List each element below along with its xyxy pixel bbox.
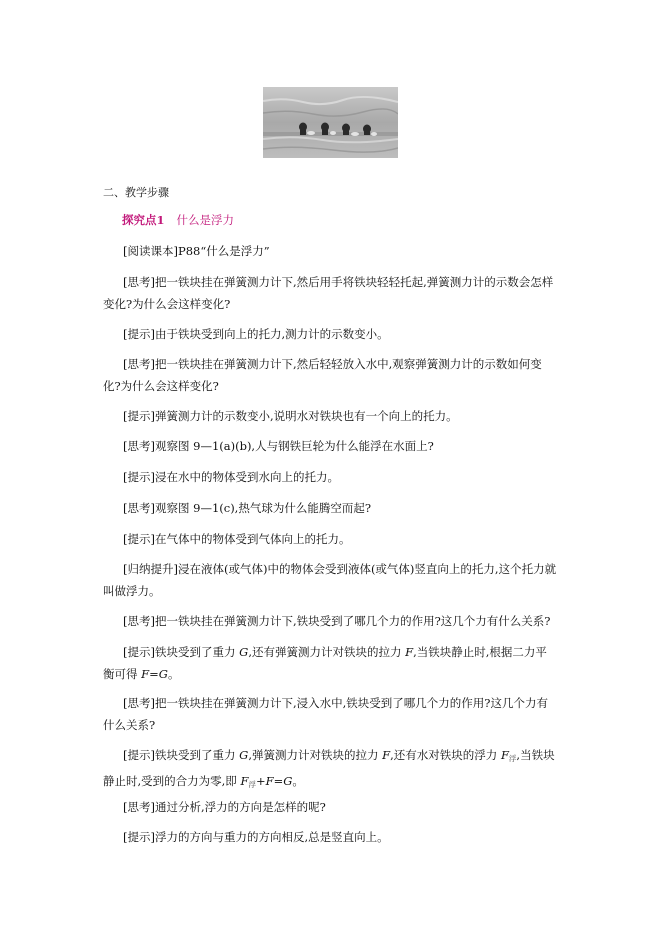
section-title: 二、教学步骤 bbox=[103, 186, 169, 199]
water-swimmers-image bbox=[263, 87, 398, 158]
hint-6-text-a: [提示]铁块受到了重力 bbox=[123, 748, 240, 762]
paragraph-think-5: [思考]把一铁块挂在弹簧测力计下,铁块受到了哪几个力的作用?这几个力有什么关系? bbox=[123, 614, 551, 628]
paragraph-think-7: [思考]通过分析,浮力的方向是怎样的呢? bbox=[123, 800, 326, 814]
hint-5-text-d: 。 bbox=[167, 667, 180, 681]
gravity-symbol-2: G bbox=[239, 748, 249, 762]
inquiry-point-title: 什么是浮力 bbox=[176, 213, 235, 227]
paragraph-think-1: [思考]把一铁块挂在弹簧测力计下,然后用手将铁块轻轻托起,弹簧测力计的示数会怎样变化?为什么会这样变化? bbox=[103, 275, 554, 311]
gravity-symbol: G bbox=[239, 645, 249, 659]
paragraph-hint-4: [提示]在气体中的物体受到气体向上的托力。 bbox=[123, 532, 351, 546]
buoyancy-symbol: F bbox=[500, 748, 509, 762]
inquiry-point-number: 探究点1 bbox=[122, 213, 165, 227]
paragraph-summary: [归纳提升]浸在液体(或气体)中的物体会受到液体(或气体)竖直向上的托力,这个托力就叫做浮力。 bbox=[103, 562, 557, 598]
hint-5-text-c: ,当铁块静止时,根据二力平衡可得 bbox=[103, 645, 547, 681]
hint-5-text-a: [提示]铁块受到了重力 bbox=[123, 645, 240, 659]
paragraph-hint-7: [提示]浮力的方向与重力的方向相反,总是竖直向上。 bbox=[123, 830, 389, 844]
equation-rest: +F=G bbox=[255, 774, 293, 788]
paragraph-think-4: [思考]观察图 9—1(c),热气球为什么能腾空而起? bbox=[123, 501, 371, 515]
paragraph-hint-2: [提示]弹簧测力计的示数变小,说明水对铁块也有一个向上的托力。 bbox=[123, 409, 458, 423]
swimmers-photo bbox=[263, 87, 398, 158]
hint-6-text-b: ,弹簧测力计对铁块的拉力 bbox=[248, 748, 383, 762]
equation-buoyancy: F bbox=[240, 774, 249, 788]
paragraph-hint-1: [提示]由于铁块受到向上的托力,测力计的示数变小。 bbox=[123, 327, 389, 341]
hint-6-text-c: ,还有水对铁块的浮力 bbox=[390, 748, 501, 762]
tension-symbol: F bbox=[405, 645, 414, 659]
hint-6-text-e: 。 bbox=[292, 774, 304, 788]
hint-6-text-d: ,当铁块静止时,受到的合力为零,即 bbox=[103, 748, 555, 788]
balance-equation: F=G bbox=[141, 667, 168, 681]
inquiry-point-heading bbox=[122, 212, 234, 228]
paragraph-think-2: [思考]把一铁块挂在弹簧测力计下,然后轻轻放入水中,观察弹簧测力计的示数如何变化?为什么会这样变化? bbox=[103, 357, 542, 393]
paragraph-think-3: [思考]观察图 9—1(a)(b),人与钢铁巨轮为什么能浮在水面上? bbox=[123, 439, 434, 453]
tension-symbol-2: F bbox=[382, 748, 391, 762]
paragraph-hint-5 bbox=[103, 641, 558, 685]
paragraph-hint-6 bbox=[103, 744, 558, 796]
paragraph-read: [阅读课本]P88“什么是浮力” bbox=[123, 244, 270, 258]
buoyancy-subscript: 浮 bbox=[508, 754, 517, 763]
hint-5-text-b: ,还有弹簧测力计对铁块的拉力 bbox=[248, 645, 406, 659]
paragraph-think-6: [思考]把一铁块挂在弹簧测力计下,浸入水中,铁块受到了哪几个力的作用?这几个力有什么关系? bbox=[103, 696, 548, 732]
paragraph-hint-3: [提示]浸在水中的物体受到水向上的托力。 bbox=[123, 470, 339, 484]
equation-subscript: 浮 bbox=[248, 780, 256, 789]
